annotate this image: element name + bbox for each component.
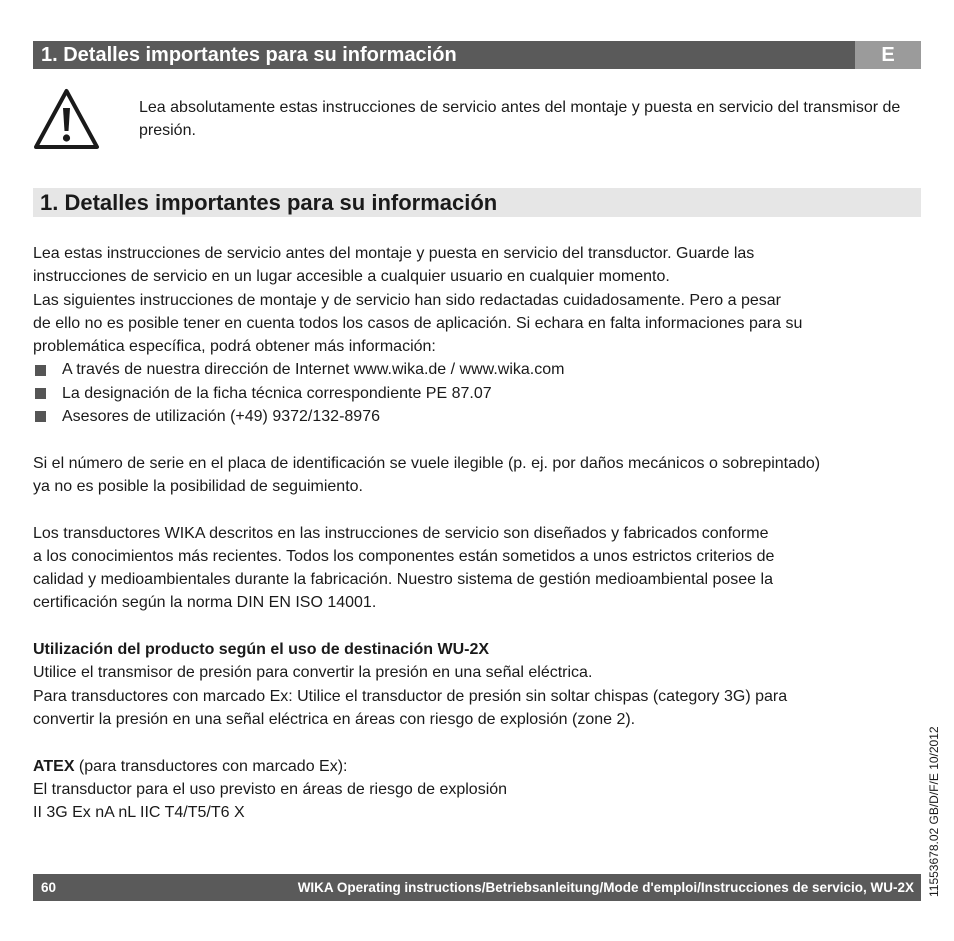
paragraph-line: Los transductores WIKA descritos en las instrucciones de servicio son diseñados y fabricados conforme [33, 524, 769, 542]
warning-text: Lea absolutamente estas instrucciones de servicio antes del montaje y puesta en servicio del transmisor de presión. [139, 99, 901, 139]
bullet-square-icon [35, 388, 46, 399]
paragraph-line: Para transductores con marcado Ex: Utilice el transductor de presión sin soltar chispas (category 3G) para [33, 687, 788, 705]
paragraph-line: a los conocimientos más recientes. Todos los componentes están sometidos a unos estrictos criterios de [33, 547, 775, 565]
bullet-square-icon [35, 365, 46, 376]
paragraph-line: Lea estas instrucciones de servicio antes del montaje y puesta en servicio del transductor. Guarde las [33, 245, 755, 262]
subheading: Utilización del producto según el uso de destinación WU-2X [33, 641, 490, 659]
body-content [33, 242, 923, 824]
section-heading-bar [33, 188, 921, 217]
list-item-text: Asesores de utilización (+49) 9372/132-8976 [62, 408, 380, 426]
paragraph-line [33, 755, 923, 778]
atex-text: (para transductores con marcado Ex): [74, 757, 348, 775]
paragraph-line: certificación según la norma DIN EN ISO 14001. [33, 594, 377, 612]
paragraph-line: El transductor para el uso previsto en áreas de riesgo de explosión [33, 780, 508, 798]
list-item-text: A través de nuestra dirección de Internet www.wika.de / www.wika.com [62, 361, 565, 379]
footer-bar [33, 874, 921, 901]
list-item-text: La designación de la ficha técnica correspondiente PE 87.07 [62, 384, 492, 402]
section-title: 1. Detalles importantes para su información [40, 190, 498, 215]
list-item [33, 382, 923, 405]
document-code: 11553678.02 GB/D/F/E 10/2012 [927, 726, 941, 897]
paragraph-line: Utilice el transmisor de presión para convertir la presión en una señal eléctrica. [33, 664, 593, 682]
paragraph-line: problemática específica, podrá obtener más información: [33, 338, 436, 356]
atex-label: ATEX [33, 757, 75, 775]
header-bar [33, 41, 921, 69]
paragraph-line: convertir la presión en una señal eléctrica en áreas con riesgo de explosión (zone 2). [33, 710, 636, 728]
paragraph-line: Las siguientes instrucciones de montaje y de servicio han sido redactadas cuidadosamente. Pero a pesar [33, 291, 781, 309]
bullet-square-icon [35, 411, 46, 422]
warning-triangle-icon [33, 88, 100, 150]
paragraph-line: de ello no es posible tener en cuenta todos los casos de aplicación. Si echara en falta informaciones para su [33, 314, 803, 332]
paragraph-line: ya no es posible la posibilidad de seguimiento. [33, 477, 363, 495]
paragraph-line: II 3G Ex nA nL IIC T4/T5/T6 X [33, 804, 245, 822]
paragraph-line: Si el número de serie en el placa de identificación se vuele ilegible (p. ej. por daños mecánicos o sobrepintado) [33, 454, 821, 472]
footer-title: WIKA Operating instructions/Betriebsanleitung/Mode d'emploi/Instrucciones de servicio, WU-2X [297, 880, 914, 895]
list-item [33, 358, 923, 381]
language-tab: E [855, 41, 921, 69]
paragraph-line: instrucciones de servicio en un lugar accesible a cualquier usuario en cualquier momento. [33, 268, 670, 286]
header-title: 1. Detalles importantes para su información [41, 44, 457, 66]
paragraph-line: calidad y medioambientales durante la fabricación. Nuestro sistema de gestión medioambiental posee la [33, 571, 773, 589]
list-item [33, 405, 923, 428]
page-number: 60 [41, 880, 57, 895]
